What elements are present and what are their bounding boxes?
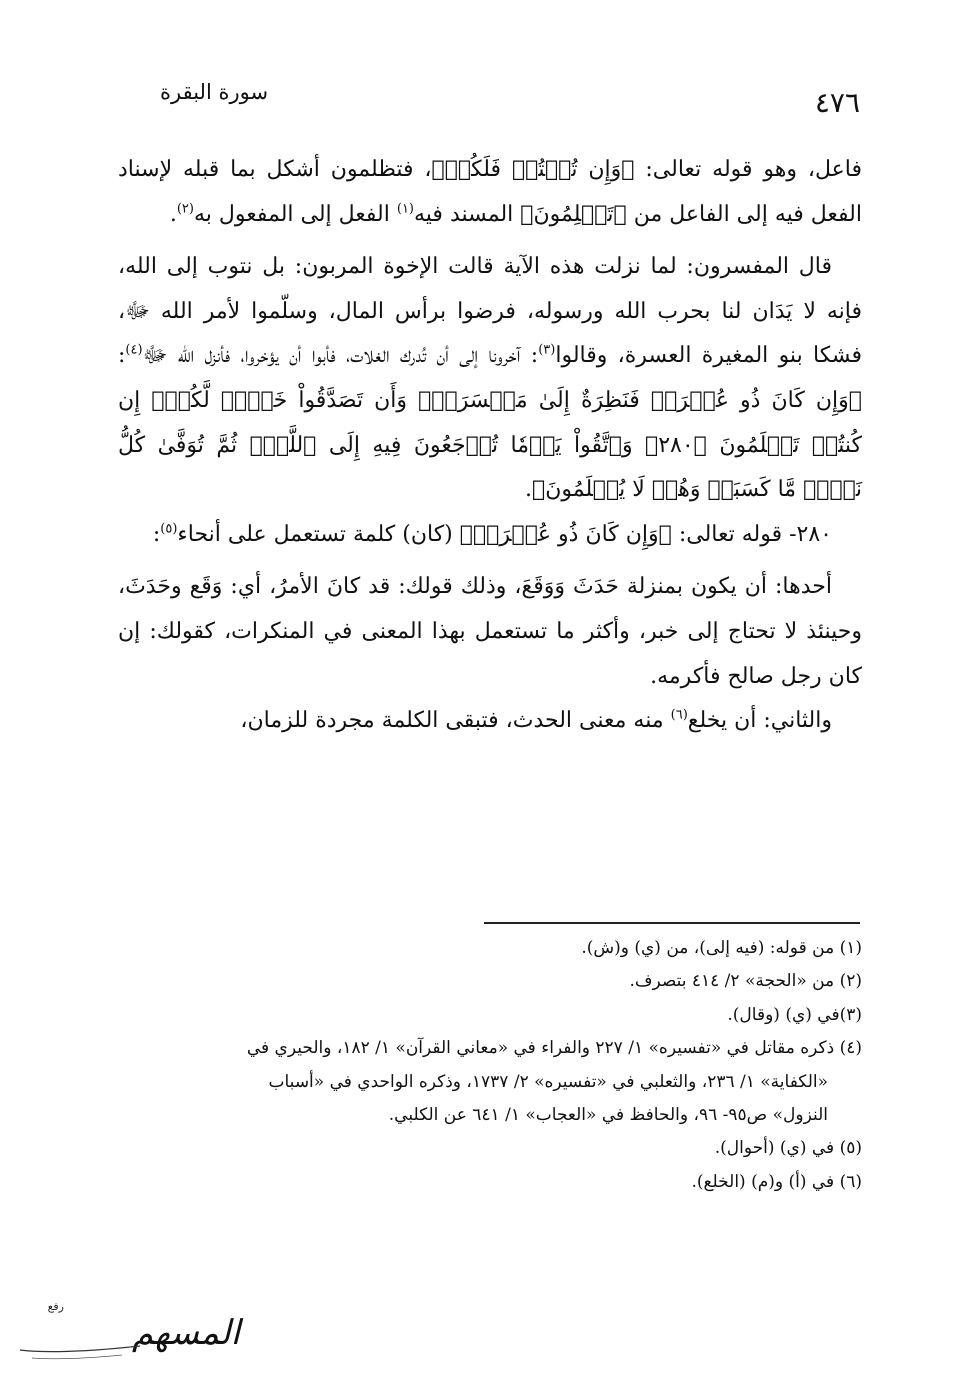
paragraph-5 — [118, 699, 862, 744]
paragraph-5-text: والثاني: أن يخلع — [687, 708, 832, 734]
footnote-ref-3[interactable]: (٣) — [538, 343, 556, 359]
quran-verse: : ﴿وَإِن كَانَ ذُو عُسۡرَةٖ فَنَظِرَةٌ إِلَىٰ مَيۡسَرَةٖۚ وَأَن تَصَدَّقُواْ خَيۡرٞ لَّكُمۡۖ إِن كُنتُمۡ تَعۡلَمُونَ ﴿٢٨٠﴾ وَٱتَّقُواْ يَوۡمٗا تُرۡجَعُونَ فِيهِ إِلَى ٱللَّهِۖ ثُمَّ تُوَفَّىٰ كُلُّ نَفۡسٖ مَّا كَسَبَتۡ وَهُمۡ لَا يُظۡلَمُونَ﴾. — [118, 343, 862, 503]
footnote-6: (٦) في (أ) و(م) (الخلع). — [691, 1171, 862, 1192]
logo-main-text: المسهم — [132, 1313, 241, 1353]
paragraph-1-text-b: الفعل إلى المفعول به — [193, 201, 397, 227]
footnote-3: (٣)في (ي) (وقال). — [727, 1004, 862, 1025]
page-header — [120, 72, 860, 122]
footnote-ref-6[interactable]: (٦) — [670, 707, 688, 723]
paragraph-1-text-c: . — [169, 201, 177, 227]
paragraph-2 — [118, 245, 862, 513]
footnote-ref-4[interactable]: (٤) — [125, 343, 143, 359]
page-number: ٤٧٦ — [814, 86, 860, 119]
main-text — [118, 148, 862, 744]
paragraph-3 — [118, 513, 862, 558]
footnote-4-line-2: «الكفاية» ١/ ٢٣٦، والثعلبي في «تفسيره» ٢/ ١٧٣٧، وذكره الواحدي في «أسباب — [268, 1071, 828, 1092]
paragraph-5-text-b: منه معنى الحدث، فتبقى الكلمة مجردة للزمان، — [240, 708, 671, 734]
footnote-4-line-3: النزول» ص٩٥- ٩٦، والحافظ في «العجاب» ١/ ٦٤١ عن الكلبي. — [388, 1105, 828, 1126]
footnote-1: (١) من قوله: (فيه إلى)، من (ي) و(ش). — [581, 938, 862, 958]
footnote-ref-1[interactable]: (١) — [396, 201, 414, 217]
footnote-2: (٢) من «الحجة» ٢/ ٤١٤ بتصرف. — [629, 971, 862, 992]
footnote-separator — [484, 922, 860, 924]
footnote-ref-2[interactable]: (٢) — [176, 201, 194, 217]
surah-title: سورة البقرة — [160, 80, 269, 104]
paragraph-3-text-b: : — [152, 521, 161, 547]
paragraph-3-text: ٢٨٠- قوله تعالى: ﴿وَإِن كَانَ ذُو عُسۡرَةٖ﴾ (كان) كلمة تستعمل على أنحاء — [177, 521, 832, 547]
footnote-5: (٥) في (ي) (أحوال). — [714, 1138, 862, 1159]
paragraph-1-text: فاعل، وهو قوله تعالى: ﴿وَإِن تُبۡتُمۡ فَلَكُمۡ﴾، فتظلمون أشكل بما قبله لإسناد الفعل فيه إلى الفاعل من ﴿تَظۡلِمُونَ﴾ المسند فيه — [118, 157, 862, 227]
logo-small-text: رفع — [47, 1300, 64, 1313]
paragraph-4: أحدها: أن يكون بمنزلة حَدَثَ وَوَقَعَ، وذلك قولك: قد كانَ الأمرُ، أي: وَقَع وحَدَثَ، وحينئذ لا تحتاج إلى خبر، وأكثر ما تستعمل بهذا المعنى في المنكرات، كقولك: إن كان رجل صالح فأكرمه. — [118, 574, 862, 689]
paragraph-2-text: قال المفسرون: لما نزلت هذه الآية قالت الإخوة المربون: بل نتوب إلى الله، فإنه لا يَدَان لنا بحرب الله ورسوله، فرضوا برأس المال، وسلّموا لأمر الله ﷻ، فشكا بنو المغيرة العسرة، وقالوا — [118, 254, 863, 369]
footnote-4-line-1: (٤) ذكره مقاتل في «تفسيره» ١/ ٢٢٧ والفراء في «معاني القرآن» ١/ ١٨٢، والحيري في — [246, 1038, 862, 1059]
paragraph-1 — [118, 148, 862, 237]
paragraph-2-text-b: : آخرونا إلى أن تُدرك الغلات، فأبوا أن يؤخروا، فأنزل الله ﷻ — [142, 343, 539, 369]
publisher-logo-icon — [12, 1292, 241, 1372]
footnote-ref-5[interactable]: (٥) — [160, 521, 178, 537]
footnotes — [118, 932, 862, 1199]
